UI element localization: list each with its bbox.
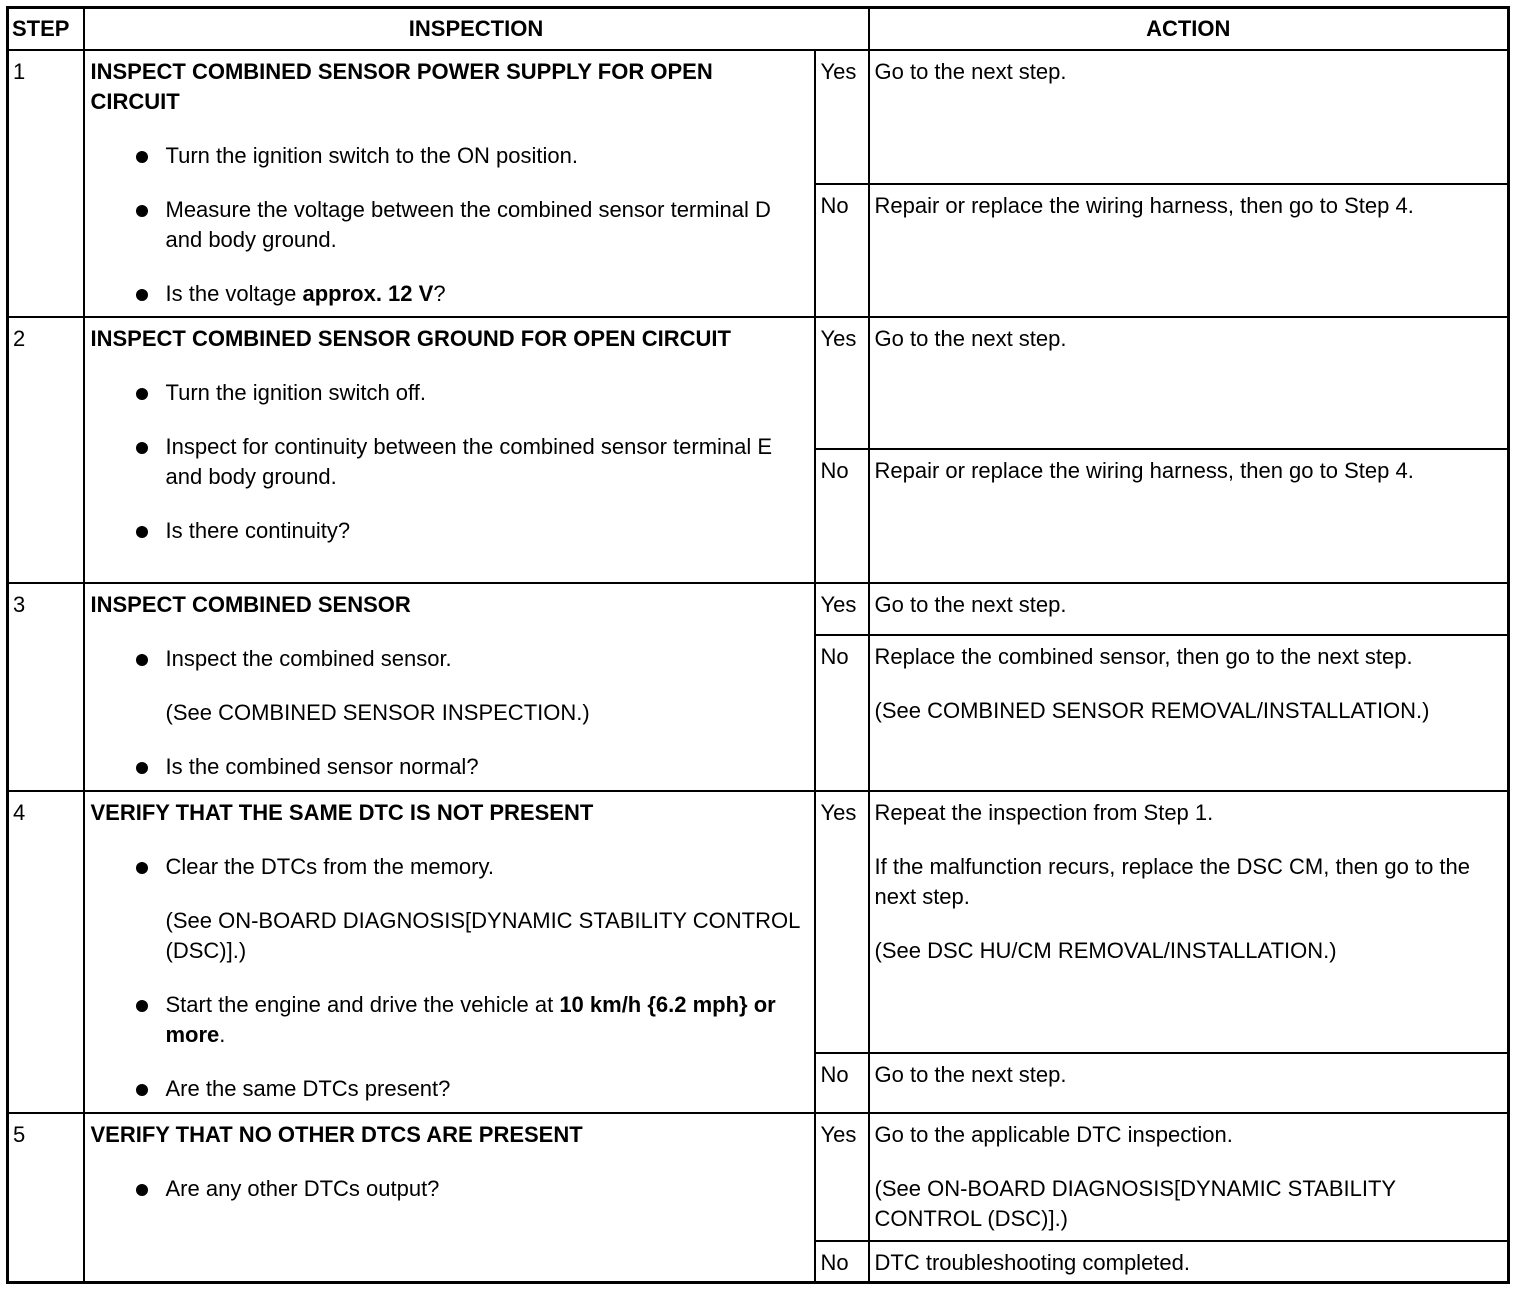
yes-label: Yes bbox=[815, 1113, 869, 1241]
step-2-yes-row bbox=[8, 317, 1509, 449]
header-action: ACTION bbox=[869, 8, 1509, 50]
no-label: No bbox=[815, 449, 869, 583]
no-label: No bbox=[815, 1241, 869, 1283]
step-title: VERIFY THAT THE SAME DTC IS NOT PRESENT bbox=[90, 799, 594, 825]
step-1-inspection bbox=[84, 50, 815, 317]
step-5-yes-row bbox=[8, 1113, 1509, 1241]
inspection-question: Is the combined sensor normal? bbox=[91, 752, 806, 782]
action-text: Replace the combined sensor, then go to the next step. bbox=[874, 643, 1413, 669]
no-label: No bbox=[815, 184, 869, 317]
yes-label: Yes bbox=[815, 791, 869, 1053]
step-1-yes-row bbox=[8, 50, 1509, 184]
no-action: Go to the next step. bbox=[869, 1053, 1509, 1113]
step-3-yes-row bbox=[8, 583, 1509, 635]
no-label: No bbox=[815, 635, 869, 791]
yes-action bbox=[869, 791, 1509, 1053]
yes-label: Yes bbox=[815, 583, 869, 635]
yes-label: Yes bbox=[815, 317, 869, 449]
action-reference: (See ON-BOARD DIAGNOSIS[DYNAMIC STABILITY CONTROL (DSC)].) bbox=[874, 1175, 1396, 1231]
step-4-yes-row bbox=[8, 791, 1509, 1053]
inspection-item: Turn the ignition switch to the ON position. bbox=[91, 141, 806, 171]
header-row bbox=[8, 8, 1509, 50]
no-action: Repair or replace the wiring harness, then go to Step 4. bbox=[869, 449, 1509, 583]
action-reference: (See COMBINED SENSOR REMOVAL/INSTALLATION.) bbox=[874, 697, 1430, 723]
inspection-item: Clear the DTCs from the memory. bbox=[91, 852, 806, 882]
header-step: STEP bbox=[8, 8, 84, 50]
no-label: No bbox=[815, 1053, 869, 1113]
inspection-item: Measure the voltage between the combined sensor terminal D and body ground. bbox=[91, 195, 806, 255]
yes-action: Go to the next step. bbox=[869, 583, 1509, 635]
action-text: Repeat the inspection from Step 1. bbox=[874, 799, 1214, 825]
inspection-question: Is the voltage approx. 12 V? bbox=[91, 279, 806, 309]
step-number: 1 bbox=[8, 50, 84, 317]
step-5-inspection bbox=[84, 1113, 815, 1283]
no-action: Repair or replace the wiring harness, then go to Step 4. bbox=[869, 184, 1509, 317]
inspection-item: Inspect the combined sensor. bbox=[91, 644, 806, 674]
no-action bbox=[869, 635, 1509, 791]
header-inspection: INSPECTION bbox=[84, 8, 869, 50]
step-number: 3 bbox=[8, 583, 84, 791]
action-text: Go to the applicable DTC inspection. bbox=[874, 1121, 1233, 1147]
step-number: 4 bbox=[8, 791, 84, 1113]
yes-label: Yes bbox=[815, 50, 869, 184]
inspection-reference: (See ON-BOARD DIAGNOSIS[DYNAMIC STABILITY CONTROL (DSC)].) bbox=[165, 907, 800, 963]
action-reference: (See DSC HU/CM REMOVAL/INSTALLATION.) bbox=[874, 937, 1337, 963]
step-3-inspection bbox=[84, 583, 815, 791]
action-text: If the malfunction recurs, replace the DSC CM, then go to the next step. bbox=[874, 853, 1471, 909]
step-number: 2 bbox=[8, 317, 84, 583]
inspection-question: Are any other DTCs output? bbox=[91, 1174, 806, 1204]
inspection-item: Turn the ignition switch off. bbox=[91, 378, 806, 408]
troubleshooting-table bbox=[6, 6, 1510, 1284]
step-title: INSPECT COMBINED SENSOR GROUND FOR OPEN CIRCUIT bbox=[90, 325, 731, 351]
inspection-item: Inspect for continuity between the combined sensor terminal E and body ground. bbox=[91, 432, 806, 492]
step-title: INSPECT COMBINED SENSOR bbox=[90, 591, 411, 617]
inspection-item: Start the engine and drive the vehicle at 10 km/h {6.2 mph} or more. bbox=[91, 990, 806, 1050]
no-action: DTC troubleshooting completed. bbox=[869, 1241, 1509, 1283]
inspection-reference: (See COMBINED SENSOR INSPECTION.) bbox=[165, 699, 590, 725]
step-title: VERIFY THAT NO OTHER DTCS ARE PRESENT bbox=[90, 1121, 583, 1147]
step-2-inspection bbox=[84, 317, 815, 583]
yes-action bbox=[869, 1113, 1509, 1241]
step-title: INSPECT COMBINED SENSOR POWER SUPPLY FOR OPEN CIRCUIT bbox=[90, 58, 713, 114]
yes-action: Go to the next step. bbox=[869, 50, 1509, 184]
step-4-inspection bbox=[84, 791, 815, 1113]
step-number: 5 bbox=[8, 1113, 84, 1283]
inspection-question: Is there continuity? bbox=[91, 516, 806, 546]
inspection-question: Are the same DTCs present? bbox=[91, 1074, 806, 1104]
yes-action: Go to the next step. bbox=[869, 317, 1509, 449]
